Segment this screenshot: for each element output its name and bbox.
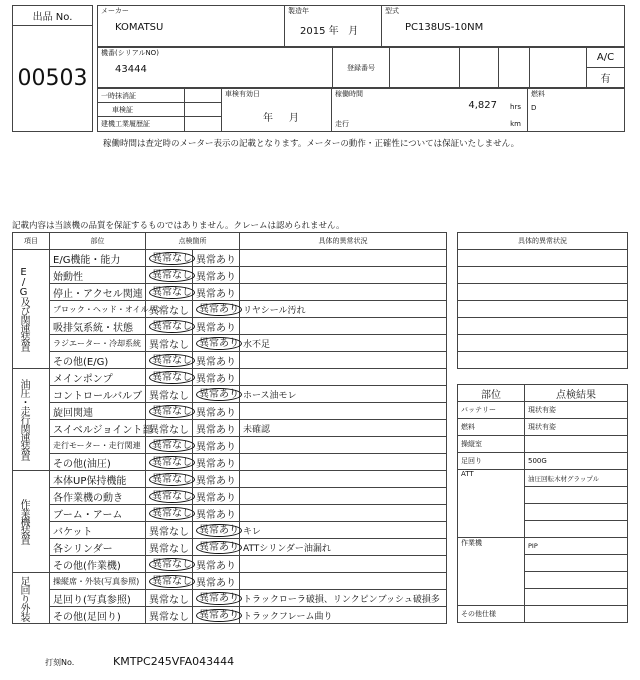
column-header: 部位 (458, 385, 525, 402)
column-header: 項目 (13, 233, 50, 250)
part-name: 操縦席・外装(写真参照) (50, 573, 146, 590)
detail-text (240, 369, 447, 386)
fuel: D (531, 104, 537, 112)
result-value (525, 436, 628, 453)
ng-cell (193, 267, 240, 284)
result-ng-option[interactable]: 異常あり (196, 424, 236, 436)
detail-text: キレ (240, 522, 447, 539)
result-ng-option[interactable]: 異常あり (196, 524, 242, 537)
part-name: バケット (50, 522, 146, 539)
category-cell (13, 471, 50, 573)
att-value: 油圧回転木材グラップル (525, 470, 628, 487)
model: PC138US-10NM (405, 22, 484, 33)
result-ok-option[interactable]: 異常なし (149, 526, 189, 538)
hours: 4,827 (468, 100, 497, 111)
part-name: メインポンプ (50, 369, 146, 386)
table-row (13, 556, 447, 573)
ng-cell (193, 284, 240, 301)
result-ok-option[interactable]: 異常なし (149, 405, 195, 418)
ac-value: 有 (587, 68, 625, 88)
part-name: スイベルジョイント部 (50, 420, 146, 437)
other-spec-value (525, 606, 628, 623)
category-cell (13, 369, 50, 471)
detail-text (240, 556, 447, 573)
ok-cell (146, 335, 193, 352)
detail-text: トラックローラ破損、リンクピンブッシュ破損多 (240, 590, 447, 607)
part-name: E/G機能・能力 (50, 250, 146, 267)
detail-text (240, 267, 447, 284)
att-value (525, 521, 628, 538)
table-row (13, 505, 447, 522)
table-row (13, 318, 447, 335)
inspection-table (12, 232, 447, 624)
ok-cell (146, 403, 193, 420)
ng-cell (193, 352, 240, 369)
ng-cell (193, 556, 240, 573)
result-ng-option[interactable]: 異常あり (196, 356, 236, 368)
table-row (13, 488, 447, 505)
month-unit: 月 (348, 26, 359, 37)
travel-label: 走行 (335, 120, 349, 128)
result-ng-option[interactable]: 異常あり (196, 609, 242, 622)
detail-blank-row (458, 250, 628, 267)
serial: 43444 (115, 64, 147, 75)
result-ok-option[interactable]: 異常なし (149, 558, 195, 571)
ok-cell (146, 539, 193, 556)
ok-cell (146, 488, 193, 505)
ok-cell (146, 522, 193, 539)
table-row (13, 267, 447, 284)
result-ng-option[interactable]: 異常あり (196, 541, 242, 554)
ok-cell (146, 267, 193, 284)
result-ng-option[interactable]: 異常あり (196, 271, 236, 283)
ng-cell (193, 250, 240, 267)
result-ng-option[interactable]: 異常あり (196, 492, 236, 504)
part-name: その他(足回り) (50, 607, 146, 624)
ng-cell (193, 335, 240, 352)
result-ok-option[interactable]: 異常なし (149, 252, 195, 265)
detail-text (240, 284, 447, 301)
part-name: 本体UP保持機能 (50, 471, 146, 488)
result-ng-option[interactable]: 異常あり (196, 592, 242, 605)
ng-cell (193, 437, 240, 454)
part-name: その他(作業機) (50, 556, 146, 573)
detail-table (457, 232, 628, 369)
part-name: その他(油圧) (50, 454, 146, 471)
column-header: 部位 (50, 233, 146, 250)
part-name: 始動性 (50, 267, 146, 284)
inspection-valid-label: 車検有効日 (225, 90, 260, 98)
table-row (13, 573, 447, 590)
km-unit: km (510, 120, 521, 128)
ok-cell (146, 420, 193, 437)
result-ng-option[interactable]: 異常あり (196, 254, 236, 266)
detail-blank-row (458, 335, 628, 352)
work-machine-cert-label: 建機工業履歴証 (98, 117, 185, 132)
fuel-label: 燃料 (531, 90, 545, 98)
detail-text: 水不足 (240, 335, 447, 352)
ng-cell (193, 573, 240, 590)
other-spec-label: その他仕様 (458, 606, 525, 623)
result-ok-option[interactable]: 異常なし (149, 339, 189, 351)
detail-header: 具体的異常状況 (458, 233, 628, 250)
part-name: コントロールバルブ (50, 386, 146, 403)
ok-cell (146, 573, 193, 590)
detail-blank-row (458, 352, 628, 369)
part-name: 足回り(写真参照) (50, 590, 146, 607)
detail-text (240, 250, 447, 267)
category-cell (13, 573, 50, 624)
ok-cell (146, 505, 193, 522)
table-row (13, 369, 447, 386)
detail-text: リヤシール汚れ (240, 301, 447, 318)
part-name: ブーム・アーム (50, 505, 146, 522)
att-value (525, 504, 628, 521)
ng-cell (193, 301, 240, 318)
ok-cell (146, 454, 193, 471)
inspection-cert-label: 車検証 (98, 103, 185, 117)
result-ng-option[interactable]: 異常あり (196, 388, 242, 401)
ng-cell (193, 318, 240, 335)
detail-text (240, 488, 447, 505)
ng-cell (193, 539, 240, 556)
detail-text (240, 437, 447, 454)
att-value (525, 487, 628, 504)
hours-label: 稼働時間 (335, 90, 363, 98)
detail-blank-row (458, 301, 628, 318)
table-row (13, 420, 447, 437)
result-ok-option[interactable]: 異常なし (149, 320, 195, 333)
part-name: 停止・アクセル関連 (50, 284, 146, 301)
result-ok-option[interactable]: 異常なし (149, 543, 189, 555)
lot-number-label: 出品 No. (13, 6, 93, 26)
result-ng-option[interactable]: 異常あり (196, 509, 236, 521)
work-value (525, 555, 628, 572)
ng-cell (193, 454, 240, 471)
detail-blank-row (458, 267, 628, 284)
result-ok-option[interactable]: 異常なし (149, 611, 189, 623)
category-label: 足回り外装 (18, 575, 29, 621)
result-ng-option[interactable]: 異常あり (196, 577, 236, 589)
result-ok-option[interactable]: 異常なし (149, 286, 195, 299)
work-label: 作業機 (458, 538, 525, 606)
detail-text: ホース油モレ (240, 386, 447, 403)
table-row (13, 250, 447, 267)
result-ng-option[interactable]: 異常あり (196, 441, 236, 453)
result-ok-option[interactable]: 異常なし (149, 305, 189, 317)
serial-label: 機番(シリアルNO) (101, 49, 159, 57)
result-value: 現状有姿 (525, 419, 628, 436)
part-name: 足回り (458, 453, 525, 470)
temp-cancel-label: 一時抹消証 (98, 89, 185, 103)
detail-blank-row (458, 318, 628, 335)
detail-blank-row (458, 284, 628, 301)
year-unit: 年 (328, 26, 339, 37)
table-row (13, 352, 447, 369)
result-ok-option[interactable]: 異常なし (149, 439, 195, 452)
table-row (13, 386, 447, 403)
result-ok-option[interactable]: 異常なし (149, 507, 195, 520)
work-value: PIP (525, 538, 628, 555)
part-name: 操縦室 (458, 436, 525, 453)
att-label: ATT (458, 470, 525, 538)
ok-cell (146, 301, 193, 318)
year: 2015 (300, 26, 326, 37)
table-row (13, 590, 447, 607)
part-name: 走行モーター・走行関連 (50, 437, 146, 454)
column-header: 具体的異常状況 (240, 233, 447, 250)
part-name: 各作業機の動き (50, 488, 146, 505)
category-cell (13, 250, 50, 369)
part-name: 吸排気系統・状態 (50, 318, 146, 335)
ok-cell (146, 250, 193, 267)
table-row (13, 471, 447, 488)
detail-text (240, 505, 447, 522)
ok-cell (146, 318, 193, 335)
ng-cell (193, 522, 240, 539)
ok-cell (146, 471, 193, 488)
result-ok-option[interactable]: 異常なし (149, 390, 189, 402)
result-value: 現状有姿 (525, 402, 628, 419)
ng-cell (193, 505, 240, 522)
part-name: 旋回関連 (50, 403, 146, 420)
quality-disclaimer: 記載内容は当該機の品質を保証するものではありません。クレームは認められません。 (12, 221, 345, 231)
table-row (13, 403, 447, 420)
hours-disclaimer: 稼働時間は査定時のメーター表示の記載となります。メーターの動作・正確性については保証いたしません。 (103, 139, 520, 149)
result-ng-option[interactable]: 異常あり (196, 407, 236, 419)
ac-label: A/C (587, 48, 625, 68)
part-name: ブロック・ヘッド・オイルパン (50, 301, 146, 318)
valid-year-unit: 年 (263, 113, 273, 124)
ng-cell (193, 386, 240, 403)
table-row (13, 437, 447, 454)
year-label: 製造年 (288, 7, 309, 15)
result-ok-option[interactable]: 異常なし (149, 371, 195, 384)
result-ng-option[interactable]: 異常あり (196, 458, 236, 470)
result-ng-option[interactable]: 異常あり (196, 322, 236, 334)
result-ok-option[interactable]: 異常なし (149, 269, 195, 282)
ok-cell (146, 352, 193, 369)
hours-unit: hrs (510, 103, 521, 111)
detail-text: 未確認 (240, 420, 447, 437)
ng-cell (193, 369, 240, 386)
result-table (457, 384, 628, 623)
result-ok-option[interactable]: 異常なし (149, 575, 195, 588)
result-ng-option[interactable]: 異常あり (196, 475, 236, 487)
model-label: 型式 (385, 7, 399, 15)
ng-cell (193, 403, 240, 420)
ng-cell (193, 590, 240, 607)
part-name: ラジエーター・冷却系統 (50, 335, 146, 352)
ng-cell (193, 607, 240, 624)
table-row (13, 454, 447, 471)
result-ng-option[interactable]: 異常あり (196, 303, 242, 316)
part-name: バッテリー (458, 402, 525, 419)
ok-cell (146, 556, 193, 573)
stamp-label: 打刻No. (45, 658, 75, 667)
column-header: 点検箇所 (146, 233, 240, 250)
ok-cell (146, 386, 193, 403)
detail-text (240, 318, 447, 335)
lot-number-box (12, 5, 93, 132)
result-ng-option[interactable]: 異常あり (196, 560, 236, 572)
work-value (525, 589, 628, 606)
ok-cell (146, 590, 193, 607)
category-label: 作業機装置 (18, 499, 29, 544)
table-row (13, 335, 447, 352)
table-row (13, 607, 447, 624)
result-ok-option[interactable]: 異常なし (149, 490, 195, 503)
result-ok-option[interactable]: 異常なし (149, 473, 195, 486)
result-ok-option[interactable]: 異常なし (149, 424, 189, 436)
ok-cell (146, 284, 193, 301)
result-ng-option[interactable]: 異常あり (196, 337, 242, 350)
table-row (13, 539, 447, 556)
registration-label: 登録番号 (333, 48, 390, 88)
part-name: 燃料 (458, 419, 525, 436)
detail-text (240, 471, 447, 488)
part-name: 各シリンダー (50, 539, 146, 556)
detail-text (240, 573, 447, 590)
result-value: 500G (525, 453, 628, 470)
result-ok-option[interactable]: 異常なし (149, 354, 195, 367)
detail-text: ATTシリンダー油漏れ (240, 539, 447, 556)
table-row (13, 284, 447, 301)
detail-text (240, 454, 447, 471)
result-ng-option[interactable]: 異常あり (196, 373, 236, 385)
ng-cell (193, 420, 240, 437)
ok-cell (146, 369, 193, 386)
ok-cell (146, 607, 193, 624)
detail-text (240, 403, 447, 420)
detail-text (240, 352, 447, 369)
lot-number: 00503 (13, 26, 93, 132)
table-row (13, 301, 447, 318)
stamp-number: KMTPC245VFA043444 (113, 655, 235, 668)
valid-month-unit: 月 (288, 113, 299, 124)
category-label: E/G及び関連装置 (18, 267, 29, 351)
maker: KOMATSU (115, 22, 164, 33)
result-ng-option[interactable]: 異常あり (196, 288, 236, 300)
result-ok-option[interactable]: 異常なし (149, 456, 195, 469)
ok-cell (146, 437, 193, 454)
result-ok-option[interactable]: 異常なし (149, 594, 189, 606)
table-row (13, 522, 447, 539)
work-value (525, 572, 628, 589)
maker-label: メーカー (101, 7, 129, 15)
part-name: その他(E/G) (50, 352, 146, 369)
ng-cell (193, 488, 240, 505)
detail-text: トラックフレーム曲り (240, 607, 447, 624)
column-header: 点検結果 (525, 385, 628, 402)
category-label: 油圧・走行関連装置 (18, 379, 29, 460)
ng-cell (193, 471, 240, 488)
